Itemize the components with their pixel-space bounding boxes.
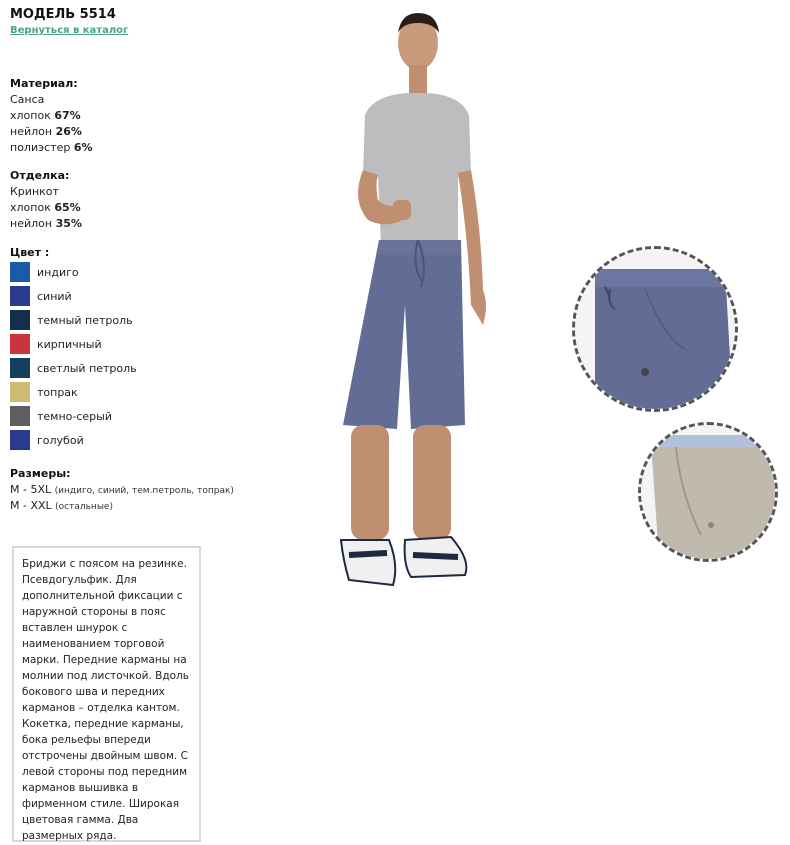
color-option[interactable] xyxy=(10,262,79,282)
finishing-item: нейлон 35% xyxy=(10,217,82,230)
color-option[interactable] xyxy=(10,382,78,402)
material-item: хлопок 67% xyxy=(10,109,81,122)
color-label: топрак xyxy=(37,385,78,399)
color-option[interactable] xyxy=(10,286,72,306)
detail-closeup-pocket xyxy=(638,422,778,562)
color-label: индиго xyxy=(37,265,79,279)
color-swatch[interactable] xyxy=(10,262,30,282)
page-title: МОДЕЛЬ 5514 xyxy=(10,7,116,22)
sizes-heading: Размеры: xyxy=(10,467,71,480)
size-line: M - XXL (остальные) xyxy=(10,499,113,512)
color-swatch[interactable] xyxy=(10,382,30,402)
detail-closeup-waist xyxy=(572,246,738,412)
color-label: темный петроль xyxy=(37,313,133,327)
finishing-item: хлопок 65% xyxy=(10,201,81,214)
material-item: полиэстер 6% xyxy=(10,141,93,154)
size-line: M - 5XL (индиго, синий, тем.петроль, топрак) xyxy=(10,483,234,496)
color-label: голубой xyxy=(37,433,84,447)
color-option[interactable] xyxy=(10,358,137,378)
material-item: нейлон 26% xyxy=(10,125,82,138)
color-label: кирпичный xyxy=(37,337,102,351)
color-label: светлый петроль xyxy=(37,361,137,375)
color-swatch[interactable] xyxy=(10,310,30,330)
color-swatch[interactable] xyxy=(10,406,30,426)
finishing-heading: Отделка: xyxy=(10,169,70,182)
material-name: Санса xyxy=(10,93,45,106)
product-model-photo xyxy=(293,5,503,605)
finishing-name: Кринкот xyxy=(10,185,59,198)
material-heading: Материал: xyxy=(10,77,78,90)
color-option[interactable] xyxy=(10,334,102,354)
color-swatch[interactable] xyxy=(10,286,30,306)
color-label: темно-серый xyxy=(37,409,112,423)
back-to-catalog-link[interactable]: Вернуться в каталог xyxy=(10,25,129,36)
color-swatch[interactable] xyxy=(10,430,30,450)
product-description: Бриджи с поясом на резинке. Псевдогульфик. Для дополнительной фиксации с наружной стороны в пояс вставлен шнурок с наименованием торговой марки. Передние карманы на молнии под листочкой. Вдоль бокового шва и передних карманов – отделка кантом. Кокетка, передние карманы, бока рельефы впереди отстрочены двойным швом. С левой стороны под передним карманов вышивка в фирменном стиле. Широкая цветовая гамма. Два размерных ряда. xyxy=(12,546,201,842)
color-label: синий xyxy=(37,289,72,303)
color-heading: Цвет : xyxy=(10,246,50,259)
color-swatch[interactable] xyxy=(10,358,30,378)
color-option[interactable] xyxy=(10,310,133,330)
color-option[interactable] xyxy=(10,430,84,450)
color-swatch[interactable] xyxy=(10,334,30,354)
color-option[interactable] xyxy=(10,406,112,426)
